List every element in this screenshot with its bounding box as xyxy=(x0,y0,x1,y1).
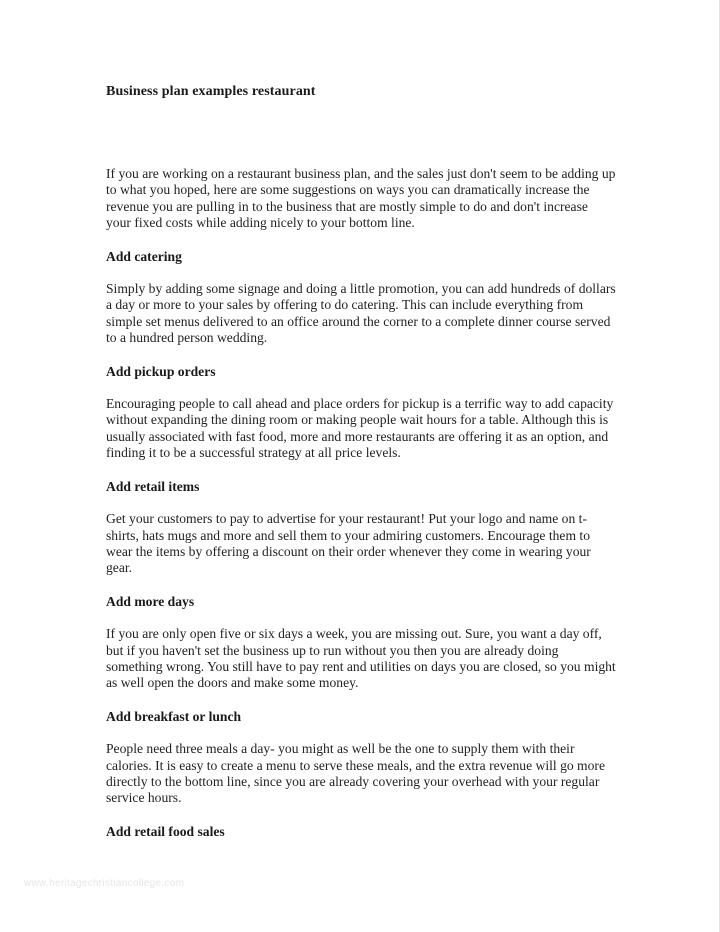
section-paragraph: Encouraging people to call ahead and place orders for pickup is a terrific way to add capacity without expanding the dining room or making people wait hours for a table. Although this is usually associated with fast food, more and more restaurants are offering it as an option, and finding it to be a successful strategy at all price levels. xyxy=(106,396,614,461)
section-heading: Add more days xyxy=(106,593,195,609)
section-more-days xyxy=(106,594,616,692)
section-pickup-orders xyxy=(106,364,616,462)
section-heading: Add retail items xyxy=(106,478,200,494)
section-retail-food-sales xyxy=(106,824,616,840)
section-retail-items xyxy=(106,479,616,577)
section-heading: Add retail food sales xyxy=(106,823,225,839)
section-paragraph: If you are only open five or six days a week, you are missing out. Sure, you want a day off, but if you haven't set the business up to run without you then you are already doing something wrong. You still have to pay rent and utilities on days you are closed, so you might as well open the doors and make some money. xyxy=(106,626,616,691)
section-heading: Add breakfast or lunch xyxy=(106,708,242,724)
intro-paragraph: If you are working on a restaurant business plan, and the sales just don't seem to be adding up to what you hoped, here are some suggestions on ways you can dramatically increase the revenue you are pulling in to the business that are mostly simple to do and don't increase your fixed costs while adding nicely to your bottom line. xyxy=(106,166,616,231)
section-heading: Add catering xyxy=(106,248,182,264)
section-paragraph: Get your customers to pay to advertise for your restaurant! Put your logo and name on t-shirts, hats mugs and more and sell them to your admiring customers. Encourage them to wear the items by offering a discount on their order whenever they come in wearing your gear. xyxy=(106,511,591,576)
section-paragraph: People need three meals a day- you might as well be the one to supply them with their calories. It is easy to create a menu to serve these meals, and the extra revenue will go more directly to the bottom line, since you are already covering your overhead with your regular service hours. xyxy=(106,741,605,806)
document-title: Business plan examples restaurant xyxy=(106,84,316,99)
watermark: www.heritagechristiancollege.com xyxy=(24,878,185,889)
section-catering xyxy=(106,249,616,347)
section-breakfast-lunch xyxy=(106,709,616,807)
section-heading: Add pickup orders xyxy=(106,363,216,379)
section-paragraph: Simply by adding some signage and doing a little promotion, you can add hundreds of dollars a day or more to your sales by offering to do catering. This can include everything from simple set menus delivered to an office around the corner to a complete dinner course served to a hundred person wedding. xyxy=(106,281,616,346)
document-body xyxy=(106,166,616,856)
